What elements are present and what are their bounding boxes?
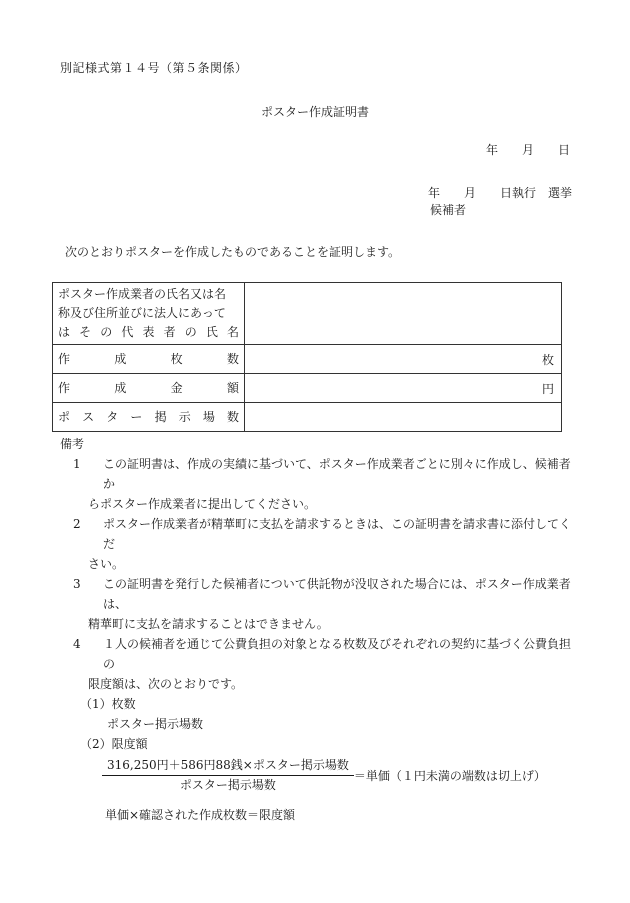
candidate-label: 候補者 (430, 203, 467, 217)
maker-name-label-line-2: 称及び住所並びに法人にあって (58, 306, 226, 320)
maker-name-label-line-3: はその代表者の氏名 (58, 325, 239, 339)
maker-name-label-line-1: ポスター作成業者の氏名又は名 (58, 287, 227, 301)
amount-label-cell (53, 374, 245, 403)
formula-fraction (102, 756, 354, 795)
remark-4-number: 4 (73, 637, 81, 651)
sub-item-1-label: （1）枚数 (80, 697, 136, 711)
sheet-count-value-cell (245, 345, 562, 374)
certification-statement: 次のとおりポスターを作成したものであることを証明します。 (65, 245, 401, 259)
form-reference: 別記様式第１４号（第５条関係） (60, 61, 248, 75)
remark-3-number: 3 (73, 577, 81, 591)
sheet-count-unit: 枚 (541, 352, 554, 367)
limit-amount-formula: 単価×確認された作成枚数＝限度額 (105, 808, 296, 822)
remark-item-4 (0, 634, 630, 674)
remarks-heading: 備考 (60, 437, 85, 451)
amount-label: 作成金額 (58, 380, 239, 395)
formula-result: ＝単価（１円未満の端数は切上げ） (353, 768, 546, 783)
unit-price-formula (102, 756, 546, 795)
fraction-denominator: ポスター掲示場数 (179, 778, 276, 792)
amount-unit: 円 (541, 381, 554, 396)
maker-name-value-cell (245, 283, 562, 345)
poster-sites-label: ポスター掲示場数 (58, 409, 239, 424)
remark-1-number: 1 (73, 457, 81, 471)
table-row-maker-name (53, 283, 562, 345)
remark-3-line-2: 精華町に支払を請求することはできません。 (88, 617, 329, 631)
remark-2-line-2: さい。 (88, 557, 125, 571)
certificate-table (52, 282, 562, 432)
sheet-count-label: 作成枚数 (58, 351, 239, 366)
sub-item-2-label: （2）限度額 (80, 737, 148, 751)
table-row-amount (53, 374, 562, 403)
election-date-line: 年 月 日執行 選挙 (427, 186, 572, 200)
remark-3-line-1: この証明書を発行した候補者について供託物が没収された場合には、ポスター作成業者は、 (103, 577, 571, 611)
remark-4-line-1: １人の候補者を通じて公費負担の対象となる枚数及びそれぞれの契約に基づく公費負担の (103, 637, 572, 671)
remark-item-1 (0, 454, 630, 494)
amount-value-cell (245, 374, 562, 403)
sub-item-1-value: ポスター掲示場数 (107, 717, 204, 731)
table-row-poster-sites (53, 403, 562, 432)
issue-date-line: 年 月 日 (485, 143, 570, 157)
fraction-numerator: 316,250円＋586円88銭×ポスター掲示場数 (102, 756, 354, 776)
remark-item-2 (0, 514, 630, 554)
remark-1-line-2: らポスター作成業者に提出してください。 (88, 497, 317, 511)
maker-name-label-cell (53, 283, 245, 345)
document-title: ポスター作成証明書 (260, 105, 369, 119)
remark-2-number: 2 (73, 517, 81, 531)
remarks-section (0, 434, 630, 825)
table-row-sheet-count (53, 345, 562, 374)
poster-sites-label-cell (53, 403, 245, 432)
remark-1-line-1: この証明書は、作成の実績に基づいて、ポスター作成業者ごとに別々に作成し、候補者か (103, 457, 571, 491)
sheet-count-label-cell (53, 345, 245, 374)
remark-item-3 (0, 574, 630, 614)
remark-2-line-1: ポスター作成業者が精華町に支払を請求するときは、この証明書を請求書に添付してくだ (103, 517, 572, 551)
poster-sites-value-cell (245, 403, 562, 432)
remark-4-line-2: 限度額は、次のとおりです。 (88, 677, 244, 691)
